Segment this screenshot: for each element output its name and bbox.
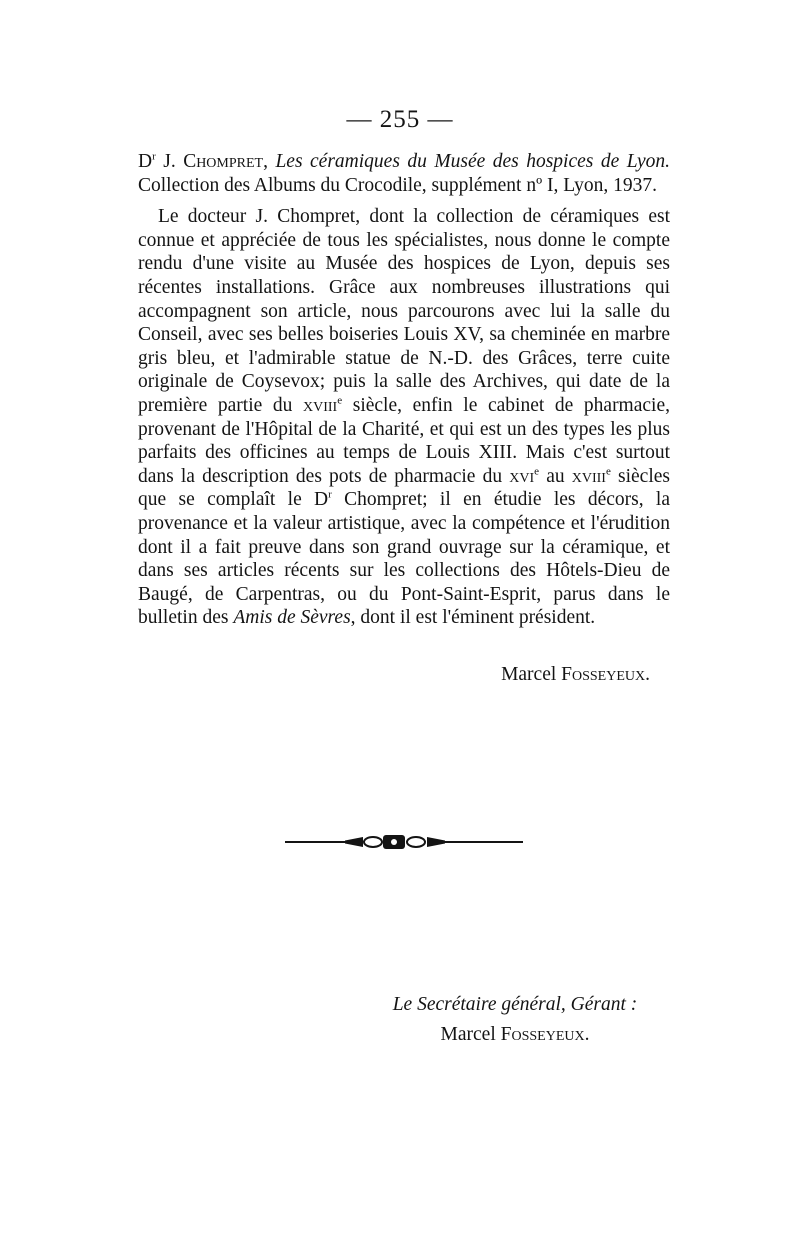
century-18-first: xviii [303, 394, 338, 416]
citation-separator: , [263, 151, 276, 172]
body-segment-5: Chompret; il en étudie les décors, la provenance et la valeur artistique, avec la compétence et l'érudition dont il a fait preuve dans son grand ouvrage sur la céramique, et dans ses articles récents sur les collections des Hôtels-Dieu de Baugé, de Carpentras, ou du Pont-Saint-Esprit, parus dans le bulletin des [138, 489, 671, 629]
body-segment-6: , dont il est l'éminent président. [350, 607, 596, 629]
footer-name [370, 1020, 660, 1050]
publisher-footer [370, 990, 660, 1050]
footer-surname: Fosseyeux. [500, 1024, 590, 1045]
publication-details: Collection des Albums du Crocodile, supplément nº I, Lyon, 1937. [138, 174, 657, 196]
footer-role-text: Le Secrétaire général, Gérant : [392, 994, 638, 1015]
review-signature [138, 664, 650, 686]
footer-role [370, 990, 660, 1020]
book-review [138, 150, 670, 630]
century-16-sup: e [534, 465, 540, 478]
century-18-second: xviii [571, 465, 606, 487]
author-prefix: D [138, 151, 153, 172]
footer-first-name: Marcel [440, 1024, 501, 1045]
doctor-abbrev-sup: r [328, 488, 332, 501]
signature-surname: Fosseyeux. [561, 664, 650, 685]
century-16: xvi [509, 465, 535, 487]
body-segment-1: Le docteur J. Chompret, dont la collection de céramiques est connue et appréciée de tous les spécialistes, nous donne le compte rendu d'une visite au Musée des hospices de Lyon, depuis ses récentes installations. Grâce aux nombreuses illustrations qui accompagnent son article, nous parcourons avec lui la salle du Conseil, avec ses belles boiseries Louis XV, sa cheminée en marbre gris bleu, et l'admirable statue de N.-D. des Grâces, terre cuite originale de Coysevox; puis la salle des Archives, qui date de la première partie du [138, 206, 670, 416]
author-surname: Chompret [183, 151, 264, 172]
signature-first-name: Marcel [501, 664, 562, 685]
decorative-divider-icon [285, 830, 525, 854]
century-18-first-sup: e [337, 394, 343, 407]
journal-title: Amis de Sèvres [233, 607, 351, 629]
review-body [138, 205, 670, 630]
body-segment-2: siècle, enfin le cabinet de pharmacie, provenant de l'Hôpital de la Charité, et qui est un des types les plus parfaits des officines au temps de Louis XIII. Mais c'est surtout dans la description des pots de pharmacie du [138, 394, 670, 487]
work-title: Les céramiques du Musée des hospices de Lyon. [275, 151, 670, 172]
author-initial: J. [155, 151, 184, 172]
century-18-second-sup: e [605, 465, 611, 478]
body-segment-3: au [539, 465, 572, 487]
author-prefix-sup: r [152, 150, 156, 163]
review-citation [138, 150, 670, 197]
page-number: — 255 — [346, 106, 454, 133]
body-segment-4: siècles que se complaît le D [138, 465, 671, 511]
